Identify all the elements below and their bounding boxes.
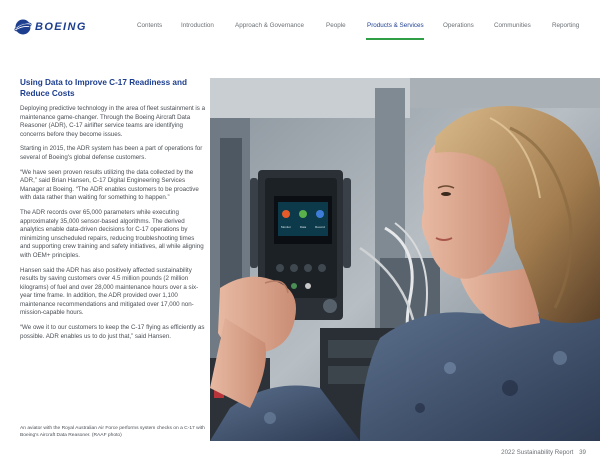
nav-people[interactable]: People <box>326 22 346 29</box>
logo-wordmark: BOEING <box>35 21 87 33</box>
page-header <box>0 0 600 50</box>
nav-reporting[interactable]: Reporting <box>552 22 580 29</box>
article-paragraph: The ADR records over 65,000 parameters while executing approximately 35,000 sensor-based algorithms. The derived analytics enable data-driven decisions for C-17 operations by minimizing unscheduled repairs, reducing troubleshooting times and supporting crew training and safety initiatives, all while aligning with OEM+ principles. <box>20 208 204 259</box>
article-paragraph: “We have seen proven results utilizing the data collected by the ADR,” said Brian Hansen, C-17 Digital Engineering Services Manager at Boeing. “The ADR enables customers to be proactive with data rather than waiting for something to happen.” <box>20 168 199 202</box>
screen-label-monitor: Monitor <box>280 225 292 229</box>
nav-approach-governance[interactable]: Approach & Governance <box>235 22 304 29</box>
page-footer <box>497 449 586 456</box>
nav-operations[interactable]: Operations <box>443 22 474 29</box>
screen-label-record: Record <box>315 225 325 229</box>
nav-products-services[interactable]: Products & Services <box>367 22 424 29</box>
nav-communities[interactable]: Communities <box>494 22 531 29</box>
article-paragraph: Starting in 2015, the ADR system has been a part of operations for several of Boeing's global defense customers. <box>20 145 203 161</box>
article-paragraph: “We owe it to our customers to keep the C-17 flying as efficiently as possible. ADR enables us to do just that,” said Hansen. <box>20 324 205 340</box>
page-number: 39 <box>579 449 586 456</box>
photo-illustration <box>210 78 600 441</box>
active-nav-indicator <box>366 38 424 40</box>
article-paragraph: Deploying predictive technology in the area of fleet sustainment is a maintenance game-changer. Through the Boeing Aircraft Data Reasoner (ADR), C-17 airlifter service teams are identifying concerns before they become issues. <box>20 105 206 138</box>
screen-label-data: Data <box>299 225 307 229</box>
article-paragraph: Hansen said the ADR has also positively affected sustainability results by saving customers over 4.5 million pounds (2 million kilograms) of fuel and over 28,000 maintenance hours over a six-year time frame. In addition, the ADR provided over 1,100 maintenance recommendations and mitigated over 17,000 non-mission-capable hours. <box>20 266 199 317</box>
photo-caption: An aviator with the Royal Australian Air Force performs system checks on a C-17 with Boeing's Aircraft Data Reasoner. (RAAF photo) <box>20 426 205 438</box>
nav-introduction[interactable]: Introduction <box>181 22 214 29</box>
article-title: Using Data to Improve C-17 Readiness and Reduce Costs <box>20 78 187 98</box>
report-title: 2022 Sustainability Report <box>501 449 574 456</box>
article-column <box>20 78 206 347</box>
aviator-photo <box>210 78 600 441</box>
nav-contents[interactable]: Contents <box>137 22 163 29</box>
top-navigation <box>0 22 600 42</box>
